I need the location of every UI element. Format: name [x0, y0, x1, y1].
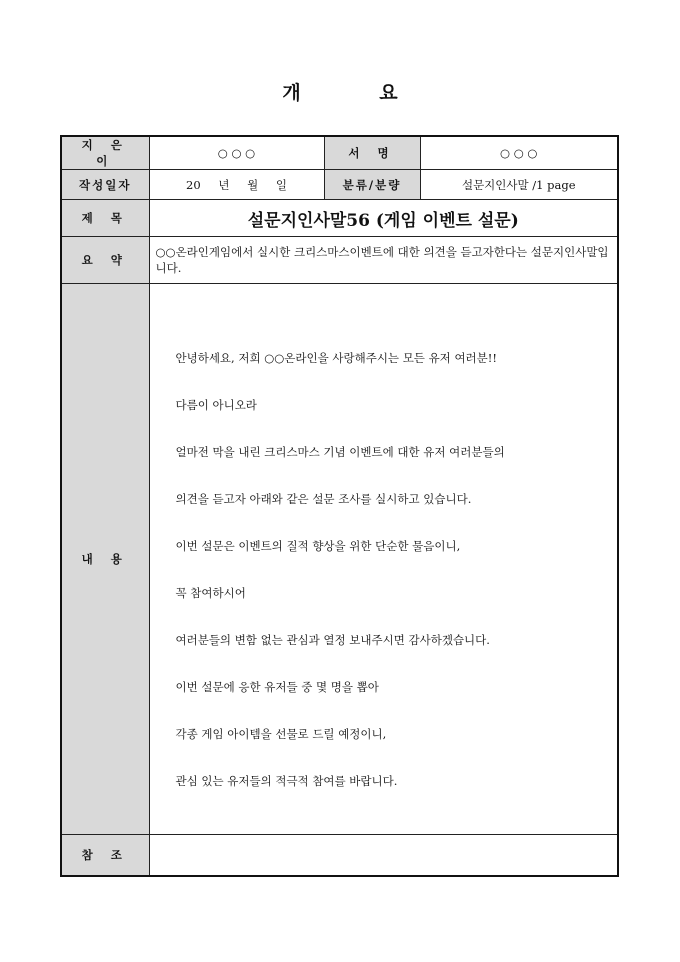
summary-value: ○○온라인게임에서 실시한 크리스마스이벤트에 대한 의견을 듣고자한다는 설문지인사말입니다. — [149, 237, 618, 284]
row-date — [61, 170, 618, 200]
content-line: 관심 있는 유저들의 적극적 참여를 바랍니다. — [175, 774, 398, 788]
subject-label: 제 목 — [61, 200, 149, 237]
subject-value: 설문지인사말56 (게임 이벤트 설문) — [149, 200, 618, 237]
content-line: 이번 설문은 이벤트의 질적 향상을 위한 단순한 물음이니, — [175, 539, 461, 553]
date-value: 20 년 월 일 — [149, 170, 324, 200]
reference-label: 참 조 — [61, 835, 149, 876]
content-line: 의견을 듣고자 아래와 같은 설문 조사를 실시하고 있습니다. — [175, 492, 472, 506]
content-label: 내 용 — [61, 284, 149, 835]
page-title: 개 요 — [282, 82, 434, 104]
row-reference — [61, 835, 618, 876]
content-line: 꼭 참여하시어 — [175, 586, 246, 600]
summary-form-table — [60, 135, 619, 877]
content-line: 안녕하세요, 저희 ○○온라인을 사랑해주시는 모든 유저 여러분!! — [175, 351, 498, 365]
content-line: 다름이 아니오라 — [175, 398, 257, 412]
row-subject — [61, 200, 618, 237]
content-body — [149, 284, 618, 835]
content-line: 얼마전 막을 내린 크리스마스 기념 이벤트에 대한 유저 여러분들의 — [175, 445, 505, 459]
author-value: ○ ○ ○ — [149, 136, 324, 170]
content-line: 각종 게임 아이템을 선물로 드릴 예정이니, — [175, 727, 387, 741]
category-value: 설문지인사말 /1 page — [420, 170, 618, 200]
date-label: 작성일자 — [61, 170, 149, 200]
book-title-value: ○ ○ ○ — [420, 136, 618, 170]
content-line: 이번 설문에 응한 유저들 중 몇 명을 뽑아 — [175, 680, 379, 694]
row-summary — [61, 237, 618, 284]
row-author — [61, 136, 618, 170]
row-content — [61, 284, 618, 835]
content-line: 여러분들의 변함 없는 관심과 열정 보내주시면 감사하겠습니다. — [175, 633, 490, 647]
category-label: 분류/분량 — [324, 170, 420, 200]
author-label: 지 은 이 — [61, 136, 149, 170]
summary-label: 요 약 — [61, 237, 149, 284]
reference-value — [149, 835, 618, 876]
book-title-label: 서 명 — [324, 136, 420, 170]
